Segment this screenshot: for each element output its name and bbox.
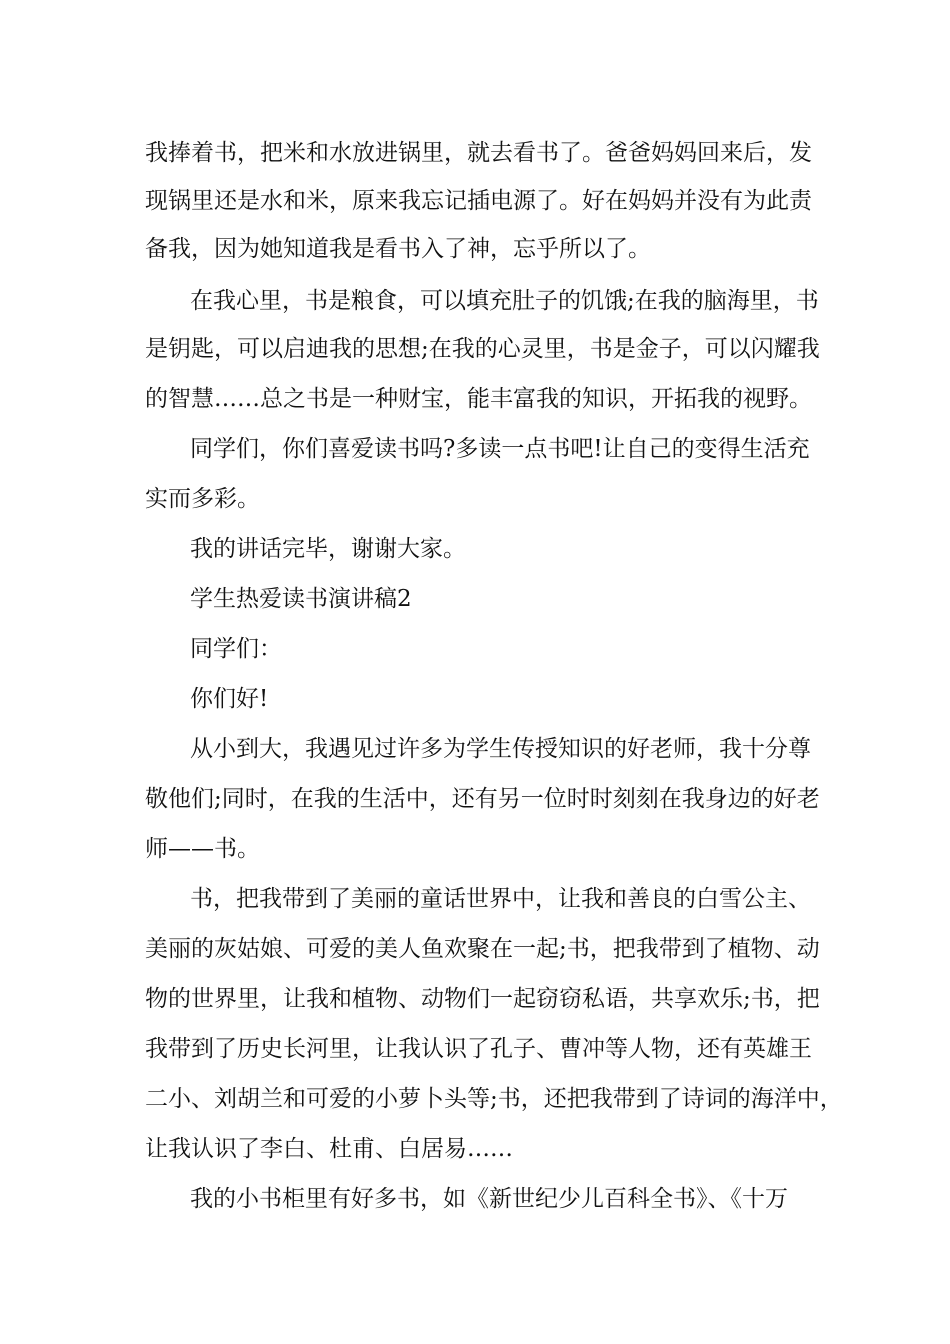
text-line: 我捧着书，把米和水放进锅里，就去看书了。爸爸妈妈回来后，发: [145, 140, 812, 166]
text-line: 备我，因为她知道我是看书入了神，忘乎所以了。: [145, 236, 651, 262]
text-line: 美丽的灰姑娘、可爱的美人鱼欢聚在一起;书，把我带到了植物、动: [145, 936, 820, 962]
text-line: 书，把我带到了美丽的童话世界中，让我和善良的白雪公主、: [190, 886, 811, 912]
text-line: 让我认识了李白、杜甫、白居易……: [145, 1136, 513, 1162]
text-line: 同学们，你们喜爱读书吗?多读一点书吧!让自己的变得生活充: [190, 436, 810, 462]
text-line: 物的世界里，让我和植物、动物们一起窃窃私语，共享欢乐;书，把: [145, 986, 820, 1012]
text-line: 现锅里还是水和米，原来我忘记插电源了。好在妈妈并没有为此责: [145, 188, 812, 214]
text-line: 的智慧……总之书是一种财宝，能丰富我的知识，开拓我的视野。: [145, 386, 812, 412]
section-heading: 学生热爱读书演讲稿2: [190, 586, 412, 612]
text-line: 师——书。: [145, 836, 260, 862]
salutation: 同学们：: [190, 636, 282, 662]
text-line: 二小、刘胡兰和可爱的小萝卜头等;书，还把我带到了诗词的海洋中，: [145, 1086, 843, 1112]
text-line: 在我心里，书是粮食，可以填充肚子的饥饿;在我的脑海里，书: [190, 288, 819, 314]
text-line: 敬他们;同时，在我的生活中，还有另一位时时刻刻在我身边的好老: [145, 786, 820, 812]
text-line: 是钥匙，可以启迪我的思想;在我的心灵里，书是金子，可以闪耀我: [145, 336, 820, 362]
text-line: 从小到大，我遇见过许多为学生传授知识的好老师，我十分尊: [190, 736, 811, 762]
text-line: 实而多彩。: [145, 486, 260, 512]
text-line: 我的小书柜里有好多书，如《新世纪少儿百科全书》、《十万: [190, 1186, 788, 1212]
greeting: 你们好!: [190, 686, 269, 712]
text-line: 我带到了历史长河里，让我认识了孔子、曹冲等人物，还有英雄王: [145, 1036, 812, 1062]
text-line: 我的讲话完毕，谢谢大家。: [190, 536, 466, 562]
